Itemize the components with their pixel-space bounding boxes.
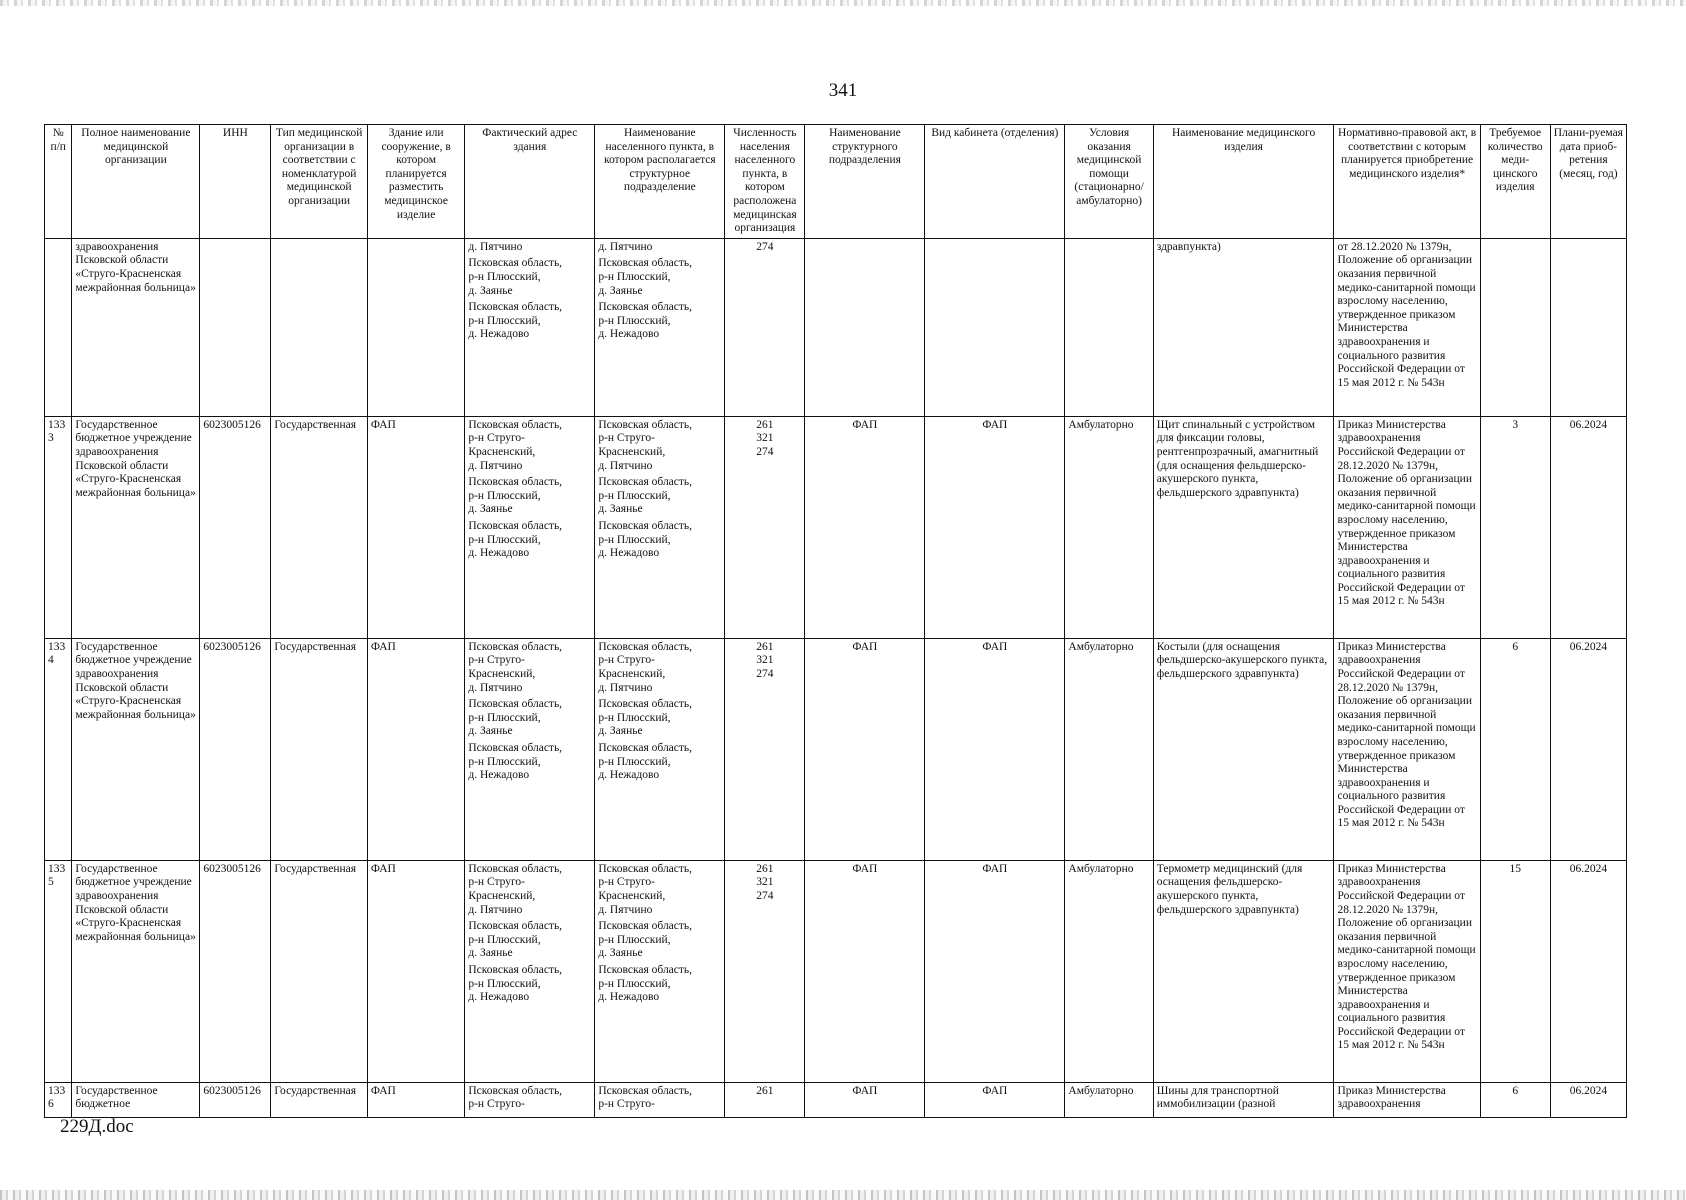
cell-date: 06.2024 <box>1550 860 1626 1082</box>
cell-address: Псковская область, р-н Струго- Красненский, д. Пятчино Псковская область, р-н Плюсский, д. Заянье Псковская область, р-н Плюсский, д. Нежадово <box>465 860 595 1082</box>
table-row-continuation <box>45 238 1627 416</box>
header-cell: Тип медицинской организации в соответствии с номенклатурой медицинской организации <box>271 125 367 239</box>
cell-address: Псковская область, р-н Струго- Красненский, д. Пятчино Псковская область, р-н Плюсский, д. Заянье Псковская область, р-н Плюсский, д. Нежадово <box>465 638 595 860</box>
cell-org: Государственное бюджетное учреждение здравоохранения Псковской области «Струго-Красненская межрайонная больница» <box>72 416 200 638</box>
header-cell: Нормативно-правовой акт, в соответствии с которым планируется приобретение медицинского изделия* <box>1334 125 1480 239</box>
cell-date: 06.2024 <box>1550 1082 1626 1117</box>
cell-unit: ФАП <box>805 638 925 860</box>
cell-unit: ФАП <box>805 860 925 1082</box>
cell-device: Шины для транспортной иммобилизации (разной <box>1153 1082 1334 1117</box>
cell-population: 261 321 274 <box>725 860 805 1082</box>
cell-inn: 6023005126 <box>200 860 271 1082</box>
cell-date <box>1550 238 1626 416</box>
cell-inn: 6023005126 <box>200 638 271 860</box>
cell-device: здравпункта) <box>1153 238 1334 416</box>
header-cell: Численность населения населенного пункта, в котором расположена медицинская организация <box>725 125 805 239</box>
cell-unit: ФАП <box>805 1082 925 1117</box>
cell-no: 1333 <box>45 416 72 638</box>
table-row <box>45 416 1627 638</box>
table-row <box>45 638 1627 860</box>
header-cell: Здание или сооружение, в котором планируется разместить медицинское изделие <box>367 125 464 239</box>
cell-qty: 15 <box>1480 860 1550 1082</box>
cell-population: 261 321 274 <box>725 638 805 860</box>
cell-locality: Псковская область, р-н Струго- <box>595 1082 725 1117</box>
cell-qty: 6 <box>1480 1082 1550 1117</box>
header-cell: Условия оказания медицинской помощи (стационарно/ амбулаторно) <box>1065 125 1153 239</box>
cell-conditions: Амбулаторно <box>1065 1082 1153 1117</box>
cell-population: 261 <box>725 1082 805 1117</box>
cell-type <box>271 238 367 416</box>
cell-qty: 6 <box>1480 638 1550 860</box>
cell-population: 261 321 274 <box>725 416 805 638</box>
cell-no: 1335 <box>45 860 72 1082</box>
cell-building: ФАП <box>367 416 464 638</box>
cell-type: Государственная <box>271 1082 367 1117</box>
cell-address: д. Пятчино Псковская область, р-н Плюсский, д. Заянье Псковская область, р-н Плюсский, д. Нежадово <box>465 238 595 416</box>
cell-qty: 3 <box>1480 416 1550 638</box>
cell-inn: 6023005126 <box>200 1082 271 1117</box>
cell-org: Государственное бюджетное учреждение здравоохранения Псковской области «Струго-Красненская межрайонная больница» <box>72 860 200 1082</box>
cell-locality: д. Пятчино Псковская область, р-н Плюсский, д. Заянье Псковская область, р-н Плюсский, д. Нежадово <box>595 238 725 416</box>
cell-org: Государственное бюджетное <box>72 1082 200 1117</box>
footer-filename: 229Д.doc <box>60 1116 134 1137</box>
cell-locality: Псковская область, р-н Струго- Красненский, д. Пятчино Псковская область, р-н Плюсский, д. Заянье Псковская область, р-н Плюсский, д. Нежадово <box>595 638 725 860</box>
cell-building: ФАП <box>367 638 464 860</box>
cell-building <box>367 238 464 416</box>
cell-building: ФАП <box>367 1082 464 1117</box>
cell-conditions: Амбулаторно <box>1065 416 1153 638</box>
cell-conditions <box>1065 238 1153 416</box>
cell-address: Псковская область, р-н Струго- <box>465 1082 595 1117</box>
cell-conditions: Амбулаторно <box>1065 638 1153 860</box>
cell-locality: Псковская область, р-н Струго- Красненский, д. Пятчино Псковская область, р-н Плюсский, д. Заянье Псковская область, р-н Плюсский, д. Нежадово <box>595 416 725 638</box>
scan-edge-bottom <box>0 1190 1686 1200</box>
header-cell: Наименование структурного подразделения <box>805 125 925 239</box>
cell-act: Приказ Министерства здравоохранения Российской Федерации от 28.12.2020 № 1379н, Положение об организации оказания первичной медико-санитарной помощи взрослому населению, утвержденное приказом Министерства здравоохранения и социального развития Российской Федерации от 15 мая 2012 г. № 543н <box>1334 860 1480 1082</box>
cell-no: 1334 <box>45 638 72 860</box>
header-cell: Плани-руемая дата приоб-ретения (месяц, год) <box>1550 125 1626 239</box>
header-cell: Наименование населенного пункта, в котором располагается структурное подразделение <box>595 125 725 239</box>
cell-device: Щит спинальный с устройством для фиксации головы, рентгенпрозрачный, амагнитный (для оснащения фельдшерско-акушерского пункта, фельдшерского здравпункта) <box>1153 416 1334 638</box>
cell-no: 1336 <box>45 1082 72 1117</box>
cell-act: Приказ Министерства здравоохранения <box>1334 1082 1480 1117</box>
cell-device: Термометр медицинский (для оснащения фельдшерско-акушерского пункта, фельдшерского здравпункта) <box>1153 860 1334 1082</box>
cell-cabinet: ФАП <box>925 416 1065 638</box>
cell-act: от 28.12.2020 № 1379н, Положение об организации оказания первичной медико-санитарной помощи взрослому населению, утвержденное приказом Министерства здравоохранения и социального развития Российской Федерации от 15 мая 2012 г. № 543н <box>1334 238 1480 416</box>
header-cell: Полное наименование медицинской организации <box>72 125 200 239</box>
cell-address: Псковская область, р-н Струго- Красненский, д. Пятчино Псковская область, р-н Плюсский, д. Заянье Псковская область, р-н Плюсский, д. Нежадово <box>465 416 595 638</box>
header-cell: Фактический адрес здания <box>465 125 595 239</box>
cell-conditions: Амбулаторно <box>1065 860 1153 1082</box>
cell-locality: Псковская область, р-н Струго- Красненский, д. Пятчино Псковская область, р-н Плюсский, д. Заянье Псковская область, р-н Плюсский, д. Нежадово <box>595 860 725 1082</box>
cell-cabinet: ФАП <box>925 860 1065 1082</box>
header-cell: Наименование медицинского изделия <box>1153 125 1334 239</box>
cell-act: Приказ Министерства здравоохранения Российской Федерации от 28.12.2020 № 1379н, Положение об организации оказания первичной медико-санитарной помощи взрослому населению, утвержденное приказом Министерства здравоохранения и социального развития Российской Федерации от 15 мая 2012 г. № 543н <box>1334 416 1480 638</box>
cell-cabinet: ФАП <box>925 638 1065 860</box>
cell-org: здравоохранения Псковской области «Струго-Красненская межрайонная больница» <box>72 238 200 416</box>
cell-no <box>45 238 72 416</box>
cell-act: Приказ Министерства здравоохранения Российской Федерации от 28.12.2020 № 1379н, Положение об организации оказания первичной медико-санитарной помощи взрослому населению, утвержденное приказом Министерства здравоохранения и социального развития Российской Федерации от 15 мая 2012 г. № 543н <box>1334 638 1480 860</box>
header-row <box>45 125 1627 239</box>
cell-type: Государственная <box>271 638 367 860</box>
header-cell: Требуемое количество меди-цинского изделия <box>1480 125 1550 239</box>
cell-cabinet <box>925 238 1065 416</box>
table-row <box>45 860 1627 1082</box>
cell-inn: 6023005126 <box>200 416 271 638</box>
cell-date: 06.2024 <box>1550 638 1626 860</box>
cell-type: Государственная <box>271 860 367 1082</box>
scan-edge-top <box>0 0 1686 6</box>
header-cell: № п/п <box>45 125 72 239</box>
table-row <box>45 1082 1627 1117</box>
cell-date: 06.2024 <box>1550 416 1626 638</box>
header-cell: Вид кабинета (отделения) <box>925 125 1065 239</box>
cell-device: Костыли (для оснащения фельдшерско-акушерского пункта, фельдшерского здравпункта) <box>1153 638 1334 860</box>
cell-unit: ФАП <box>805 416 925 638</box>
cell-type: Государственная <box>271 416 367 638</box>
cell-cabinet: ФАП <box>925 1082 1065 1117</box>
cell-population: 274 <box>725 238 805 416</box>
page-number: 341 <box>828 80 858 101</box>
cell-unit <box>805 238 925 416</box>
cell-org: Государственное бюджетное учреждение здравоохранения Псковской области «Струго-Красненская межрайонная больница» <box>72 638 200 860</box>
cell-qty <box>1480 238 1550 416</box>
cell-inn <box>200 238 271 416</box>
cell-building: ФАП <box>367 860 464 1082</box>
equipment-table <box>44 124 1627 1118</box>
header-cell: ИНН <box>200 125 271 239</box>
